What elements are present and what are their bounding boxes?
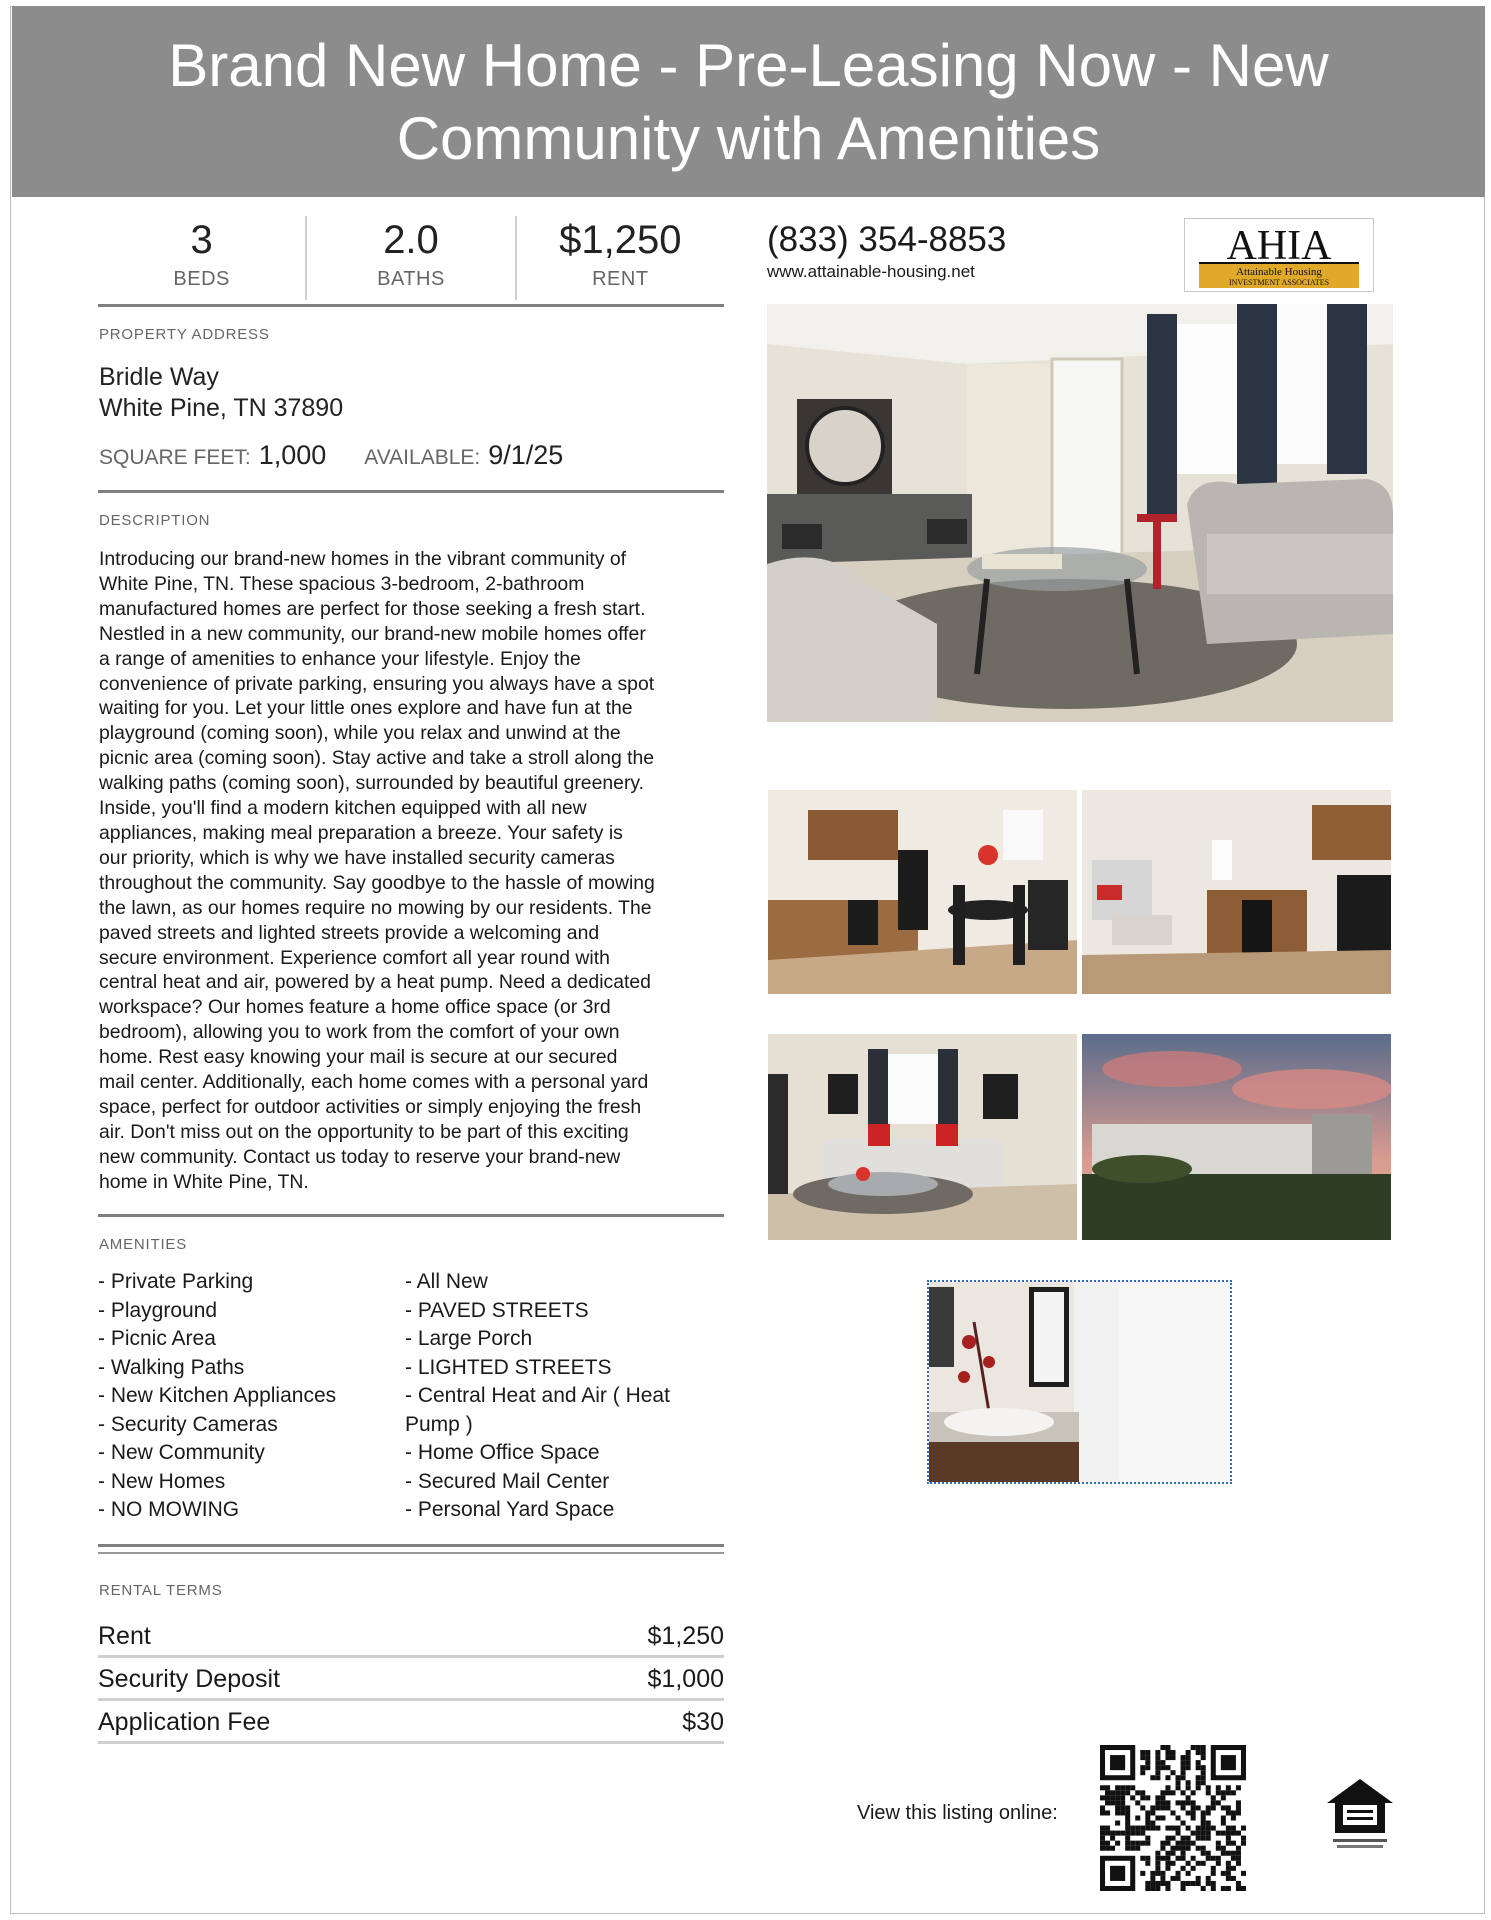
- amenity-item: - Private Parking: [98, 1270, 254, 1293]
- view-online-label: View this listing online:: [857, 1802, 1058, 1824]
- amenity-item: - Large Porch: [405, 1327, 533, 1350]
- divider: [98, 1552, 724, 1554]
- property-address: [99, 362, 343, 424]
- description-line: walking paths (coming soon), surrounded by beautiful greenery.: [99, 772, 645, 795]
- term-value: $30: [682, 1708, 724, 1736]
- sqft-label: SQUARE FEET:: [99, 446, 251, 469]
- beds-label: BEDS: [173, 268, 230, 290]
- amenities-col1: [98, 1268, 336, 1525]
- description-line: home in White Pine, TN.: [99, 1170, 309, 1193]
- listing-header: [12, 6, 1485, 197]
- photo-bathroom[interactable]: [927, 1280, 1232, 1484]
- address-line1: Bridle Way: [99, 363, 219, 391]
- amenity-item: - Secured Mail Center: [405, 1469, 610, 1493]
- amenity-item: Pump ): [405, 1412, 473, 1436]
- description-line: our priority, which is why we have installed security cameras: [99, 846, 615, 869]
- amenity-item: - Picnic Area: [98, 1327, 216, 1350]
- divider: [98, 304, 724, 307]
- sqft-value: 1,000: [258, 440, 327, 470]
- address-label: PROPERTY ADDRESS: [99, 326, 270, 343]
- svg-text:AHIA: AHIA: [1226, 223, 1332, 269]
- address-line2: White Pine, TN 37890: [99, 394, 344, 422]
- term-value: $1,250: [647, 1622, 724, 1650]
- contact-phone[interactable]: (833) 354-8853: [767, 220, 1007, 259]
- description-line: picnic area (coming soon). Stay active and take a stroll along the: [99, 747, 655, 770]
- photo-kitchen-dining[interactable]: [768, 790, 1077, 994]
- rental-terms-label: RENTAL TERMS: [99, 1582, 223, 1599]
- description-line: playground (coming soon), while you relax and unwind at the: [99, 722, 621, 745]
- term-name: Application Fee: [98, 1708, 271, 1736]
- description-line: manufactured homes are perfect for those seeking a fresh start.: [99, 597, 646, 620]
- baths-label: BATHS: [377, 268, 445, 290]
- contact-website[interactable]: www.attainable-housing.net: [767, 262, 975, 281]
- amenity-item: - LIGHTED STREETS: [405, 1355, 612, 1379]
- amenity-item: - NO MOWING: [98, 1498, 240, 1521]
- term-name: Rent: [98, 1622, 151, 1650]
- logo-graphic: [1185, 219, 1373, 291]
- description-line: convenience of private parking, ensuring you always have a spot: [99, 672, 655, 695]
- description-line: appliances, making meal preparation a breeze. Your safety is: [99, 821, 623, 844]
- amenity-item: - New Community: [98, 1441, 265, 1464]
- stat-baths: [307, 216, 516, 300]
- terms-row-rent: [98, 1618, 724, 1658]
- amenity-item: - Home Office Space: [405, 1441, 600, 1464]
- amenities-col2: [405, 1268, 670, 1525]
- description-line: throughout the community. Say goodbye to the hassle of mowing: [99, 871, 655, 894]
- rent-label: RENT: [592, 268, 649, 290]
- divider: [98, 1544, 724, 1547]
- photo-living-area[interactable]: [768, 1034, 1077, 1240]
- svg-text:INVESTMENT ASSOCIATES: INVESTMENT ASSOCIATES: [1228, 278, 1330, 287]
- description-line: space, perfect for outdoor activities or simply enjoying the fresh: [99, 1095, 642, 1118]
- amenity-item: - PAVED STREETS: [405, 1298, 589, 1322]
- baths-value: 2.0: [383, 218, 439, 262]
- available-label: AVAILABLE:: [364, 446, 481, 469]
- term-value: $1,000: [647, 1665, 724, 1693]
- qr-code-icon[interactable]: [1100, 1745, 1246, 1891]
- company-logo: [1184, 218, 1374, 292]
- description-line: waiting for you. Let your little ones explore and have fun at the: [99, 697, 633, 720]
- stat-rent: [517, 216, 724, 300]
- description-line: secure environment. Experience comfort all year round with: [99, 946, 610, 969]
- term-name: Security Deposit: [98, 1665, 281, 1693]
- key-stats: [98, 216, 724, 300]
- description-line: Introducing our brand-new homes in the vibrant community of: [99, 548, 627, 570]
- amenity-item: - Walking Paths: [98, 1355, 245, 1379]
- photo-exterior[interactable]: [1082, 1034, 1391, 1240]
- description-line: new community. Contact us today to reserve your brand-new: [99, 1145, 621, 1168]
- terms-row-application-fee: [98, 1704, 724, 1744]
- available-value: 9/1/25: [488, 440, 564, 470]
- amenities-label: AMENITIES: [99, 1236, 188, 1253]
- description-line: the lawn, as our homes require no mowing by our residents. The: [99, 896, 652, 919]
- stat-beds: [98, 216, 307, 300]
- description-label: DESCRIPTION: [99, 512, 211, 529]
- beds-value: 3: [190, 218, 213, 262]
- description-line: air. Don't miss out on the opportunity to be part of this exciting: [99, 1120, 629, 1143]
- description-line: home. Rest easy knowing your mail is secure at our secured: [99, 1046, 618, 1069]
- rent-value: $1,250: [559, 218, 682, 262]
- amenity-item: - Playground: [98, 1298, 218, 1322]
- photo-living-room[interactable]: [767, 304, 1393, 722]
- amenity-item: - Personal Yard Space: [405, 1498, 615, 1521]
- terms-row-deposit: [98, 1661, 724, 1701]
- amenity-item: - New Homes: [98, 1469, 226, 1493]
- description-text: [99, 547, 729, 1195]
- description-line: workspace? Our homes feature a home office space (or 3rd: [99, 996, 611, 1019]
- amenity-item: - All New: [405, 1270, 488, 1293]
- description-line: central heat and air, powered by a heat pump. Need a dedicated: [99, 971, 651, 994]
- description-line: paved streets and lighted streets provide a welcoming and: [99, 921, 600, 944]
- photo-kitchen[interactable]: [1082, 790, 1391, 994]
- description-line: bedroom), allowing you to work from the comfort of your own: [99, 1021, 620, 1044]
- description-line: a range of amenities to enhance your lifestyle. Enjoy the: [99, 647, 581, 670]
- description-line: White Pine, TN. These spacious 3-bedroom, 2-bathroom: [99, 572, 585, 595]
- description-line: Inside, you'll find a modern kitchen equipped with all new: [99, 797, 587, 820]
- property-facts: [99, 440, 563, 471]
- svg-text:Attainable Housing: Attainable Housing: [1236, 266, 1322, 278]
- listing-title: Brand New Home - Pre-Leasing Now - New Community with Amenities: [168, 31, 1329, 172]
- amenity-item: - New Kitchen Appliances: [98, 1384, 337, 1407]
- amenity-item: - Security Cameras: [98, 1412, 278, 1436]
- equal-housing-icon: [1325, 1775, 1395, 1855]
- divider: [98, 1214, 724, 1217]
- divider: [98, 490, 724, 493]
- description-line: mail center. Additionally, each home comes with a personal yard: [99, 1071, 649, 1094]
- amenity-item: - Central Heat and Air ( Heat: [405, 1384, 670, 1407]
- description-line: Nestled in a new community, our brand-new mobile homes offer: [99, 622, 646, 645]
